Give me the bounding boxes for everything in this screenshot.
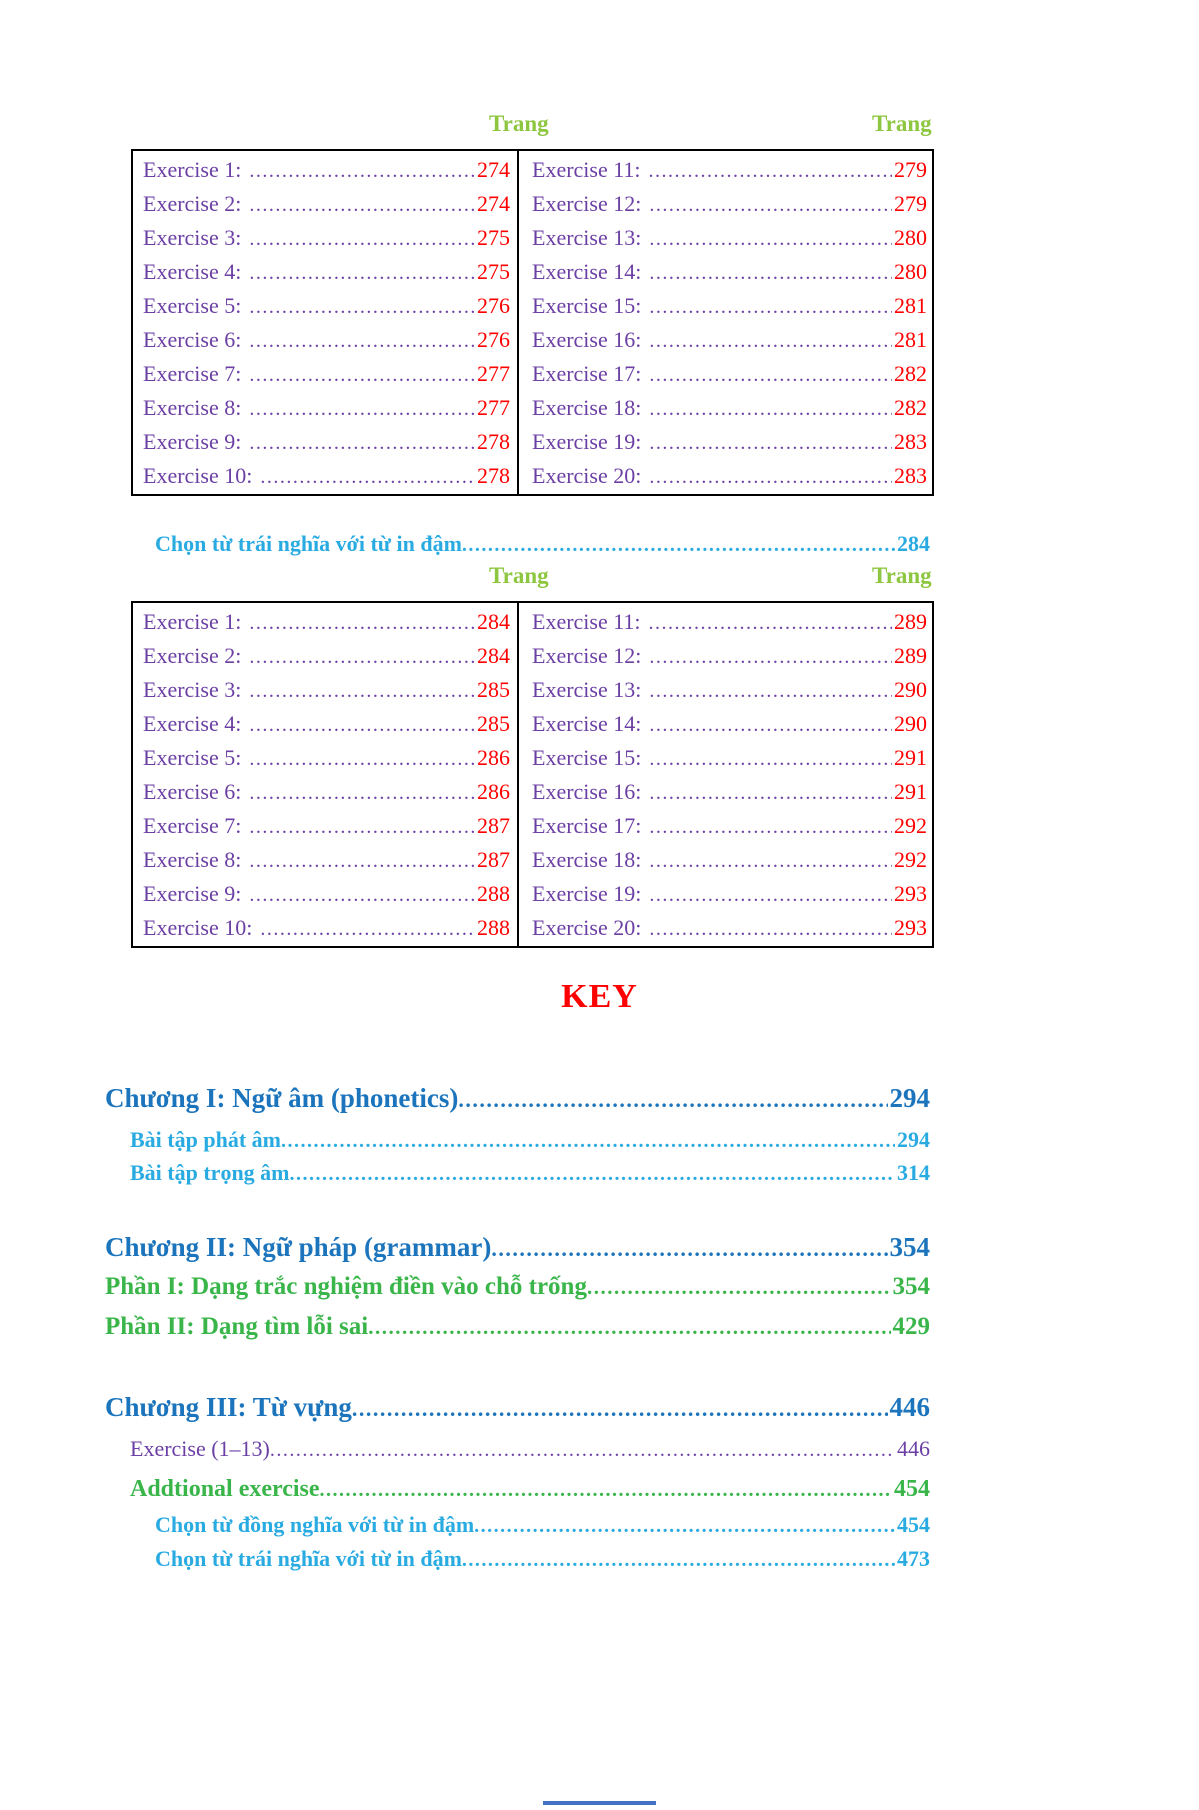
toc-entry-exercises-1-13 <box>130 1436 930 1462</box>
dot-leader <box>270 1436 895 1462</box>
exercise-label: Exercise 5: <box>143 745 242 770</box>
exercise-label: Exercise 17: <box>532 813 642 838</box>
page-number: 293 <box>894 881 927 906</box>
dot-leader <box>249 289 475 324</box>
page-number: 283 <box>894 463 927 488</box>
dot-leader <box>649 459 892 494</box>
exercise-row <box>143 425 510 459</box>
dot-leader <box>458 1083 887 1114</box>
trang-label: Trang <box>489 563 549 588</box>
page-number: 282 <box>894 395 927 420</box>
exercise-label: Exercise 1: <box>143 609 242 634</box>
exercise-table-2 <box>131 601 934 948</box>
page-number: 290 <box>894 711 927 736</box>
exercise-row <box>532 289 927 323</box>
exercise-label: Exercise 5: <box>143 293 242 318</box>
trang-header-row-2 <box>0 563 1199 591</box>
dot-leader <box>649 877 892 912</box>
toc-entry-part-2 <box>105 1313 930 1341</box>
page-number: 286 <box>477 779 510 804</box>
dot-leader <box>260 911 475 946</box>
exercise-label: Exercise 4: <box>143 711 242 736</box>
page-number: 289 <box>894 609 927 634</box>
dot-leader <box>249 843 475 878</box>
exercise-row <box>532 221 927 255</box>
dot-leader <box>249 775 475 810</box>
dot-leader <box>249 153 475 188</box>
exercise-row <box>143 289 510 323</box>
page-number: 279 <box>894 191 927 216</box>
dot-leader <box>649 775 892 810</box>
page-number: 284 <box>477 609 510 634</box>
page-number: 354 <box>889 1232 930 1262</box>
page-number: 289 <box>894 643 927 668</box>
trang-header-row-1 <box>0 111 1199 139</box>
exercise-row <box>532 741 927 775</box>
page-number: 294 <box>897 1127 930 1152</box>
exercise-row <box>143 391 510 425</box>
dot-leader <box>249 673 475 708</box>
exercise-row <box>143 459 510 493</box>
toc-entry-label: Phần I: Dạng trắc nghiệm điền vào chỗ trống <box>105 1273 587 1300</box>
dot-leader <box>649 425 892 460</box>
exercise-label: Exercise 4: <box>143 259 242 284</box>
toc-entry-chapter-1 <box>105 1083 930 1114</box>
trang-label: Trang <box>872 111 932 136</box>
page-number: 277 <box>477 395 510 420</box>
trang-label: Trang <box>872 563 932 588</box>
exercise-label: Exercise 10: <box>143 463 253 488</box>
dot-leader <box>249 357 475 392</box>
exercise-row <box>532 673 927 707</box>
exercise-table-2-right-column <box>519 603 934 946</box>
dot-leader <box>649 289 892 324</box>
exercise-label: Exercise 8: <box>143 395 242 420</box>
dot-leader <box>649 911 892 946</box>
toc-entry-part-1 <box>105 1273 930 1301</box>
exercise-row <box>532 391 927 425</box>
exercise-row <box>143 255 510 289</box>
exercise-row <box>143 775 510 809</box>
page-number: 283 <box>894 429 927 454</box>
toc-entry-label: Chương II: Ngữ pháp (grammar) <box>105 1232 492 1262</box>
dot-leader <box>249 877 475 912</box>
dot-leader <box>352 1392 888 1423</box>
toc-entry-chapter-2 <box>105 1232 930 1263</box>
dot-leader <box>249 425 475 460</box>
exercise-label: Exercise 15: <box>532 745 642 770</box>
exercise-label: Exercise 9: <box>143 881 242 906</box>
dot-leader <box>649 391 892 426</box>
dot-leader <box>649 639 892 674</box>
exercise-row <box>143 323 510 357</box>
exercise-label: Exercise 17: <box>532 361 642 386</box>
exercise-label: Exercise 13: <box>532 225 642 250</box>
page-number: 280 <box>894 225 927 250</box>
dot-leader <box>249 255 475 290</box>
page-number: 279 <box>894 157 927 182</box>
toc-entry-antonym <box>155 1546 930 1572</box>
exercise-label: Exercise 18: <box>532 847 642 872</box>
page-number: 293 <box>894 915 927 940</box>
exercise-row <box>143 707 510 741</box>
dot-leader <box>649 255 892 290</box>
toc-entry-stress <box>130 1160 930 1186</box>
antonym-section-heading <box>155 531 930 557</box>
dot-leader <box>249 605 475 640</box>
toc-entry-label: Chương III: Từ vựng <box>105 1392 352 1422</box>
page-number: 454 <box>894 1476 930 1502</box>
exercise-row <box>532 255 927 289</box>
dot-leader <box>649 843 892 878</box>
dot-leader <box>462 1546 895 1572</box>
exercise-row <box>143 605 510 639</box>
toc-entry-pronunciation <box>130 1127 930 1153</box>
dot-leader <box>281 1127 895 1153</box>
page-number: 291 <box>894 779 927 804</box>
dot-leader <box>649 673 892 708</box>
page-number: 429 <box>892 1313 930 1340</box>
exercise-label: Exercise 12: <box>532 191 642 216</box>
exercise-row <box>143 221 510 255</box>
exercise-label: Exercise 2: <box>143 643 242 668</box>
exercise-label: Exercise 13: <box>532 677 642 702</box>
exercise-row <box>532 605 927 639</box>
page-number: 285 <box>477 677 510 702</box>
toc-entry-label: Chọn từ trái nghĩa với từ in đậm <box>155 1546 462 1571</box>
toc-entry-chapter-3 <box>105 1392 930 1423</box>
page-number: 454 <box>897 1512 930 1537</box>
exercise-row <box>532 323 927 357</box>
page-number: 285 <box>477 711 510 736</box>
dot-leader <box>249 741 475 776</box>
page-number: 274 <box>477 157 510 182</box>
dot-leader <box>249 707 475 742</box>
exercise-row <box>532 843 927 877</box>
dot-leader <box>649 605 892 640</box>
page-number: 473 <box>897 1546 930 1571</box>
exercise-row <box>532 775 927 809</box>
dot-leader <box>649 153 892 188</box>
key-section-title: KEY <box>561 978 638 1015</box>
page-number: 288 <box>477 881 510 906</box>
page-number: 276 <box>477 327 510 352</box>
exercise-row <box>532 459 927 493</box>
toc-entry-additional-exercise <box>130 1476 930 1503</box>
page-number: 277 <box>477 361 510 386</box>
page-number: 280 <box>894 259 927 284</box>
dot-leader <box>249 639 475 674</box>
dot-leader <box>290 1160 896 1186</box>
exercise-label: Exercise 11: <box>532 609 641 634</box>
dot-leader <box>462 531 895 557</box>
dot-leader <box>474 1512 895 1538</box>
page-number: 287 <box>477 813 510 838</box>
exercise-row <box>143 741 510 775</box>
exercise-row <box>143 153 510 187</box>
toc-entry-label: Bài tập phát âm <box>130 1127 281 1152</box>
exercise-table-1-right-column <box>519 151 934 494</box>
page-number: 278 <box>477 463 510 488</box>
exercise-label: Exercise 15: <box>532 293 642 318</box>
page-number: 284 <box>477 643 510 668</box>
exercise-label: Exercise 12: <box>532 643 642 668</box>
dot-leader <box>249 809 475 844</box>
exercise-label: Exercise 19: <box>532 429 642 454</box>
dot-leader <box>249 391 475 426</box>
exercise-row <box>532 357 927 391</box>
exercise-label: Exercise 6: <box>143 779 242 804</box>
exercise-table-2-left-column <box>133 603 519 946</box>
page-number: 281 <box>894 293 927 318</box>
page-number: 294 <box>889 1083 930 1113</box>
exercise-table-1 <box>131 149 934 496</box>
exercise-label: Exercise 1: <box>143 157 242 182</box>
dot-leader <box>320 1476 892 1503</box>
page-number: 282 <box>894 361 927 386</box>
dot-leader <box>649 809 892 844</box>
exercise-row <box>532 911 927 945</box>
exercise-label: Exercise 20: <box>532 463 642 488</box>
exercise-row <box>143 357 510 391</box>
exercise-row <box>143 843 510 877</box>
page-number: 284 <box>897 531 930 556</box>
exercise-row <box>143 639 510 673</box>
exercise-label: Exercise 14: <box>532 259 642 284</box>
footer-page-mark <box>543 1801 656 1805</box>
exercise-label: Exercise 19: <box>532 881 642 906</box>
exercise-row <box>532 187 927 221</box>
dot-leader <box>260 459 475 494</box>
dot-leader <box>649 741 892 776</box>
exercise-row <box>532 809 927 843</box>
exercise-label: Exercise 16: <box>532 327 642 352</box>
page-number: 275 <box>477 259 510 284</box>
exercise-row <box>532 639 927 673</box>
exercise-row <box>143 809 510 843</box>
page-number: 276 <box>477 293 510 318</box>
dot-leader <box>649 707 892 742</box>
exercise-row <box>143 673 510 707</box>
exercise-label: Exercise 9: <box>143 429 242 454</box>
toc-entry-label: Chọn từ đồng nghĩa với từ in đậm <box>155 1512 475 1537</box>
page-number: 292 <box>894 813 927 838</box>
page-number: 274 <box>477 191 510 216</box>
exercise-table-1-left-column <box>133 151 519 494</box>
dot-leader <box>649 357 892 392</box>
exercise-label: Exercise 2: <box>143 191 242 216</box>
toc-entry-label: Addtional exercise <box>130 1476 320 1502</box>
exercise-label: Exercise 14: <box>532 711 642 736</box>
dot-leader <box>249 323 475 358</box>
exercise-label: Exercise 7: <box>143 813 242 838</box>
exercise-label: Exercise 3: <box>143 677 242 702</box>
dot-leader <box>249 221 475 256</box>
toc-entry-label: Exercise (1–13) <box>130 1436 270 1461</box>
exercise-row <box>532 877 927 911</box>
page-number: 314 <box>897 1160 930 1185</box>
page-number: 286 <box>477 745 510 770</box>
exercise-row <box>532 153 927 187</box>
page-number: 275 <box>477 225 510 250</box>
page-number: 288 <box>477 915 510 940</box>
dot-leader <box>249 187 475 222</box>
exercise-label: Exercise 10: <box>143 915 253 940</box>
exercise-row <box>143 187 510 221</box>
page-number: 446 <box>897 1436 930 1461</box>
dot-leader <box>587 1273 891 1301</box>
exercise-row <box>143 877 510 911</box>
exercise-label: Exercise 11: <box>532 157 641 182</box>
page-number: 354 <box>892 1273 930 1300</box>
dot-leader <box>649 187 892 222</box>
page-number: 291 <box>894 745 927 770</box>
page-number: 446 <box>889 1392 930 1422</box>
dot-leader <box>368 1313 890 1341</box>
exercise-row <box>532 707 927 741</box>
exercise-label: Exercise 8: <box>143 847 242 872</box>
page-number: 278 <box>477 429 510 454</box>
exercise-label: Exercise 6: <box>143 327 242 352</box>
dot-leader <box>491 1232 887 1263</box>
toc-entry-label: Chương I: Ngữ âm (phonetics) <box>105 1083 459 1113</box>
page-number: 281 <box>894 327 927 352</box>
toc-entry-synonym <box>155 1512 930 1538</box>
page-number: 290 <box>894 677 927 702</box>
toc-entry-label: Phần II: Dạng tìm lỗi sai <box>105 1313 369 1340</box>
exercise-row <box>143 911 510 945</box>
page-number: 292 <box>894 847 927 872</box>
antonym-section-label: Chọn từ trái nghĩa với từ in đậm <box>155 531 462 556</box>
exercise-label: Exercise 3: <box>143 225 242 250</box>
dot-leader <box>649 221 892 256</box>
exercise-row <box>532 425 927 459</box>
exercise-label: Exercise 18: <box>532 395 642 420</box>
exercise-label: Exercise 7: <box>143 361 242 386</box>
exercise-label: Exercise 16: <box>532 779 642 804</box>
trang-label: Trang <box>489 111 549 136</box>
toc-entry-label: Bài tập trọng âm <box>130 1160 290 1185</box>
dot-leader <box>649 323 892 358</box>
page-number: 287 <box>477 847 510 872</box>
exercise-label: Exercise 20: <box>532 915 642 940</box>
